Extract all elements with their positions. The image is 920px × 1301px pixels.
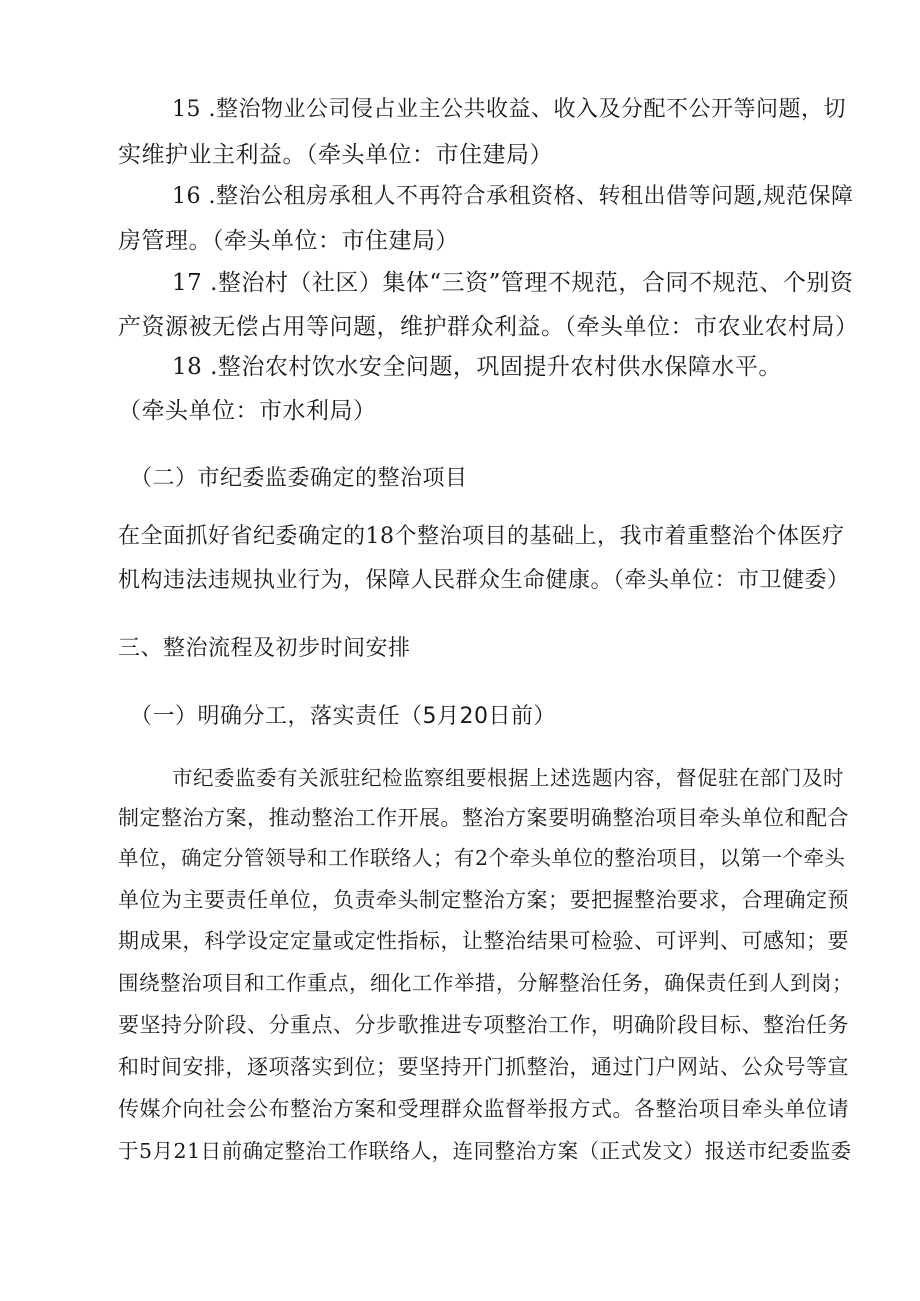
section-3-line-10: 于5月21日前确定整治工作联络人，连同整治方案（正式发文）报送市纪委监委 (118, 1139, 852, 1163)
section-3-line-1: 市纪委监委有关派驻纪检监察组要根据上述选题内容，督促驻在部门及时 (172, 766, 844, 790)
section-3-line-5: 期成果，科学设定定量或定性指标，让整治结果可检验、可评判、可感知；要 (118, 929, 849, 953)
item-16-line-1: 16 .整治公租房承租人不再符合承租资格、转租出借等问题,规范保障 (172, 184, 854, 209)
section-3-line-4: 单位为主要责任单位，负责牵头制定整治方案；要把握整治要求，合理确定预 (118, 888, 849, 912)
section-2-heading: （二）市纪委监委确定的整治项目 (130, 466, 468, 491)
item-15-line-1: 15 .整治物业公司侵占业主公共收益、收入及分配不公开等问题，切 (172, 97, 846, 122)
item-17-line-2: 产资源被无偿占用等问题，维护群众利益。（牵头单位：市农业农村局） (118, 314, 859, 340)
item-15-line-2: 实维护业主利益。（牵头单位：市住建局） (118, 142, 553, 168)
section-3-line-3: 单位，确定分管领导和工作联络人；有2个牵头单位的整治项目，以第一个牵头 (118, 846, 846, 870)
item-18-line-2: （牵头单位：市水利局） (118, 398, 377, 424)
item-18-line-1: 18 .整治农村饮水安全问题，巩固提升农村供水保障水平。 (172, 354, 782, 380)
section-3-line-9: 传媒介向社会公布整治方案和受理群众监督举报方式。各整治项目牵头单位请 (118, 1097, 849, 1121)
section-3-line-7: 要坚持分阶段、分重点、分步歌推进专项整治工作，明确阶段目标、整治任务 (118, 1013, 849, 1037)
section-3-line-8: 和时间安排，逐项落实到位；要坚持开门抓整治，通过门户网站、公众号等宣 (118, 1055, 849, 1079)
section-3-line-6: 围绕整治项目和工作重点，细化工作举措，分解整治任务，确保责任到人到岗； (118, 971, 853, 995)
section-3-subheading: （一）明确分工，落实责任（5月20日前） (130, 704, 556, 729)
section-3-line-2: 制定整治方案，推动整治工作开展。整治方案要明确整治项目牵头单位和配合 (118, 806, 849, 830)
section-2-line-1: 在全面抓好省纪委确定的18个整治项目的基础上，我市着重整治个体医疗 (118, 524, 845, 549)
section-2-line-2: 机构违法违规执业行为，保障人民群众生命健康。（牵头单位：市卫健委） (118, 568, 850, 593)
item-17-line-1: 17 .整治村（社区）集体“三资”管理不规范，合同不规范、个别资 (172, 270, 854, 296)
item-16-line-2: 房管理。（牵头单位：市住建局） (118, 228, 459, 254)
section-3-heading: 三、整治流程及初步时间安排 (118, 636, 411, 661)
